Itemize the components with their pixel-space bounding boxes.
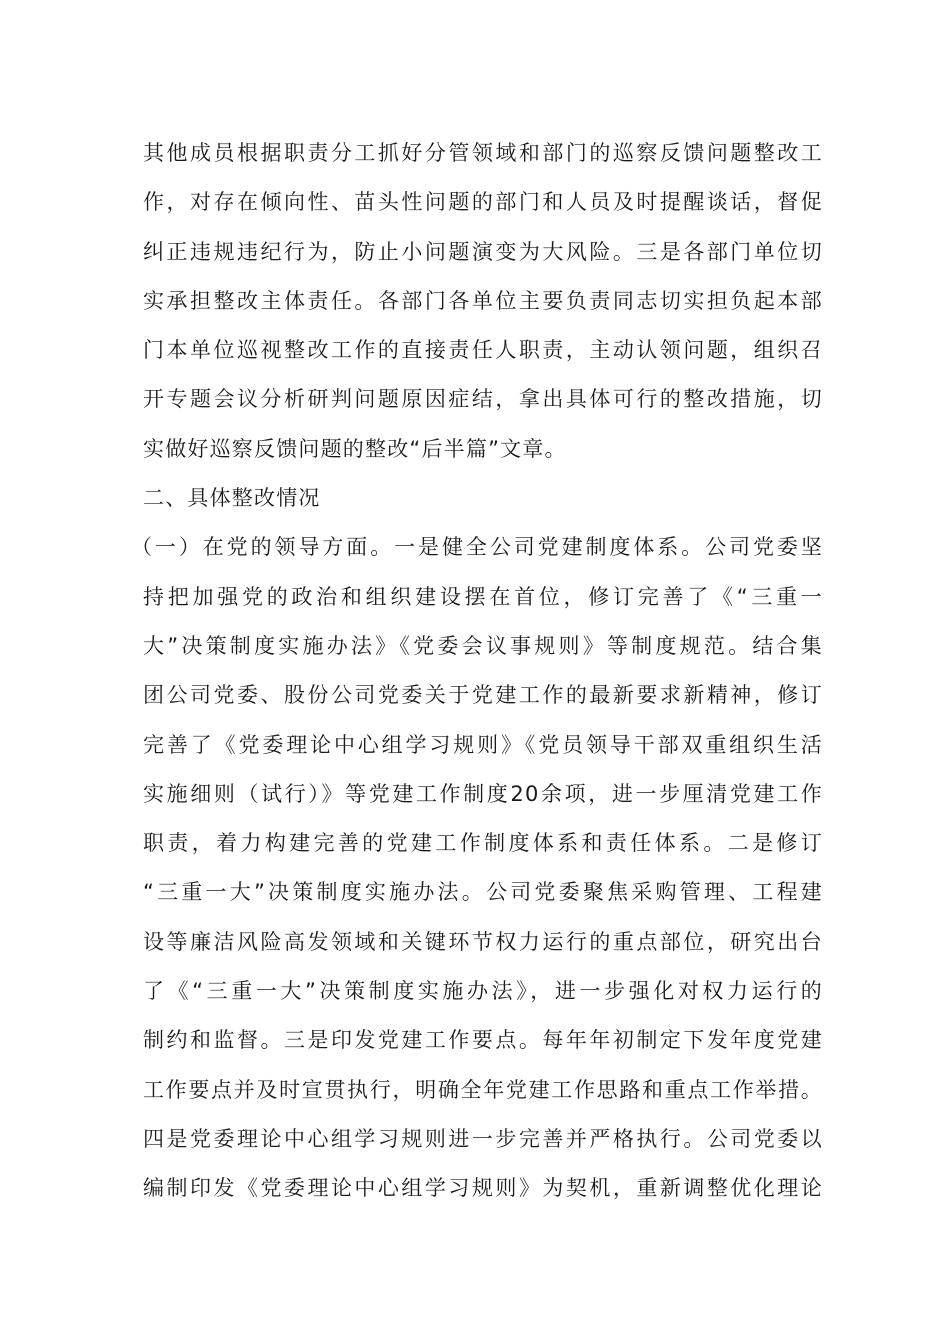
text-line: “三重一大”决策制度实施办法。公司党委聚焦采购管理、工程建	[143, 880, 823, 905]
text-line: 职责，着力构建完善的党建工作制度体系和责任体系。二是修订	[143, 831, 823, 856]
text-line: 持把加强党的政治和组织建设摆在首位，修订完善了《“三重一	[143, 584, 823, 609]
text-line: 了《“三重一大”决策制度实施办法》，进一步强化对权力运行的	[143, 979, 823, 1004]
text-line: 编制印发《党委理论中心组学习规则》为契机，重新调整优化理论	[143, 1176, 823, 1201]
text-line: 实施细则（试行）》等党建工作制度20余项，进一步厘清党建工作	[143, 781, 823, 806]
text-line: 纠正违规违纪行为，防止小问题演变为大风险。三是各部门单位切	[143, 239, 823, 264]
section-heading: 二、具体整改情况	[143, 486, 321, 511]
text-line: 门本单位巡视整改工作的直接责任人职责，主动认领问题，组织召	[143, 338, 823, 363]
text-line: 完善了《党委理论中心组学习规则》《党员领导干部双重组织生活	[143, 732, 823, 757]
text-line: 团公司党委、股份公司党委关于党建工作的最新要求新精神，修订	[143, 683, 823, 708]
text-line: 大”决策制度实施办法》《党委会议事规则》等制度规范。结合集	[143, 633, 823, 658]
text-line: 四是党委理论中心组学习规则进一步完善并严格执行。公司党委以	[143, 1126, 823, 1151]
text-line: 实做好巡察反馈问题的整改“后半篇”文章。	[143, 436, 567, 461]
text-line: 作，对存在倾向性、苗头性问题的部门和人员及时提醒谈话，督促	[143, 190, 823, 215]
text-line: 实承担整改主体责任。各部门各单位主要负责同志切实担负起本部	[143, 288, 823, 313]
body-text	[131, 132, 823, 1217]
text-line: 制约和监督。三是印发党建工作要点。每年年初制定下发年度党建	[143, 1028, 823, 1053]
text-line: 工作要点并及时宣贯执行，明确全年党建工作思路和重点工作举措。	[143, 1077, 823, 1102]
text-line: （一）在党的领导方面。一是健全公司党建制度体系。公司党委坚	[131, 535, 823, 560]
text-line: 其他成员根据职责分工抓好分管领域和部门的巡察反馈问题整改工	[143, 141, 823, 165]
text-line: 开专题会议分析研判问题原因症结，拿出具体可行的整改措施，切	[143, 387, 823, 412]
text-line: 设等廉洁风险高发领域和关键环节权力运行的重点部位，研究出台	[143, 929, 823, 954]
